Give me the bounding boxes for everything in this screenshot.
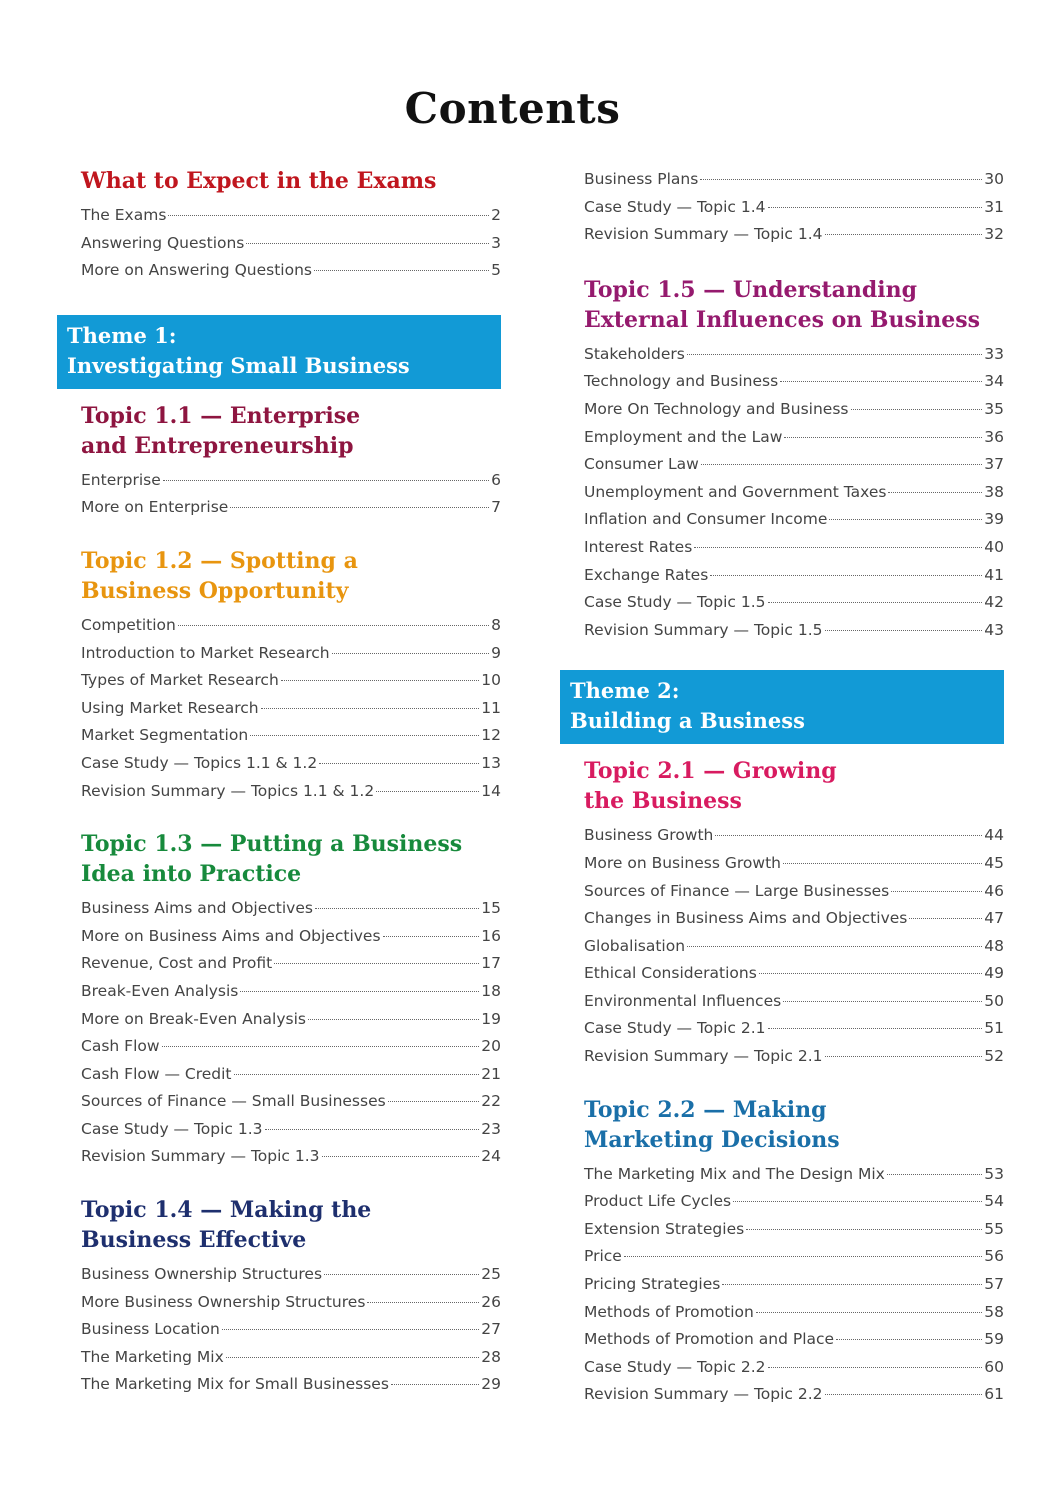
entry-title: Inflation and Consumer Income — [584, 510, 828, 529]
toc-entry[interactable] — [81, 1316, 501, 1344]
entry-page-number: 8 — [491, 615, 501, 634]
dot-leader — [314, 269, 489, 271]
entry-title: More On Technology and Business — [584, 399, 849, 418]
entry-page-number: 44 — [984, 826, 1004, 845]
entry-title: Price — [584, 1247, 622, 1266]
toc-entry[interactable] — [81, 750, 501, 778]
toc-entry[interactable] — [81, 895, 501, 923]
toc-entry[interactable] — [81, 612, 501, 640]
toc-entry[interactable] — [584, 368, 1004, 396]
entry-page-number: 35 — [984, 399, 1004, 418]
entry-title: Sources of Finance — Small Businesses — [81, 1092, 386, 1111]
toc-entry[interactable] — [584, 589, 1004, 617]
dot-leader — [759, 972, 982, 974]
dot-leader — [168, 214, 489, 216]
toc-entry[interactable] — [81, 1061, 501, 1089]
dot-leader — [722, 1283, 982, 1285]
dot-leader — [230, 506, 489, 508]
entry-page-number: 34 — [984, 372, 1004, 391]
section-topic-1-3 — [57, 829, 501, 1171]
section-heading: Topic 1.5 — Understanding External Influences on Business — [584, 276, 981, 333]
entry-page-number: 33 — [984, 344, 1004, 363]
toc-entry[interactable] — [584, 988, 1004, 1016]
toc-entry[interactable] — [584, 1015, 1004, 1043]
entry-page-number: 26 — [481, 1292, 501, 1311]
entry-title: Interest Rates — [584, 537, 693, 556]
toc-entry[interactable] — [584, 1299, 1004, 1327]
entry-title: More on Break-Even Analysis — [81, 1009, 306, 1028]
toc-entry[interactable] — [584, 822, 1004, 850]
toc-entry[interactable] — [81, 1006, 501, 1034]
section-heading: Topic 1.4 — Making the Business Effective — [81, 1197, 372, 1254]
entry-page-number: 54 — [984, 1192, 1004, 1211]
dot-leader — [234, 1073, 480, 1075]
toc-entry[interactable] — [584, 534, 1004, 562]
dot-leader — [700, 178, 982, 180]
entry-title: Pricing Strategies — [584, 1275, 721, 1294]
dot-leader — [825, 233, 983, 235]
entry-page-number: 38 — [984, 482, 1004, 501]
entry-title: The Exams — [81, 206, 167, 224]
entry-page-number: 13 — [481, 753, 501, 772]
entry-title: Case Study — Topic 2.1 — [584, 1019, 766, 1038]
dot-leader — [240, 990, 479, 992]
dot-leader — [261, 707, 480, 709]
entry-title: Answering Questions — [81, 233, 245, 252]
section-topic-1-4-continued — [560, 166, 1004, 249]
dot-leader — [308, 1018, 479, 1020]
entry-title: Business Growth — [584, 826, 714, 845]
entry-page-number: 42 — [984, 593, 1004, 612]
dot-leader — [265, 1128, 480, 1130]
toc-entry[interactable] — [584, 396, 1004, 424]
dot-leader — [694, 546, 982, 548]
dot-leader — [687, 353, 982, 355]
entry-title: More Business Ownership Structures — [81, 1292, 366, 1311]
entry-page-number: 15 — [481, 899, 501, 918]
entry-page-number: 16 — [481, 926, 501, 945]
entry-page-number: 9 — [491, 643, 501, 662]
entry-page-number: 25 — [481, 1265, 501, 1284]
dot-leader — [768, 601, 983, 603]
entry-title: More on Business Aims and Objectives — [81, 926, 381, 945]
toc-entry[interactable] — [584, 424, 1004, 452]
entry-page-number: 36 — [984, 427, 1004, 446]
section-topic-1-1 — [57, 401, 501, 522]
section-topic-2-2 — [560, 1095, 1004, 1409]
section-heading: What to Expect in the Exams — [81, 168, 437, 194]
dot-leader — [388, 1100, 480, 1102]
toc-entry[interactable] — [81, 1371, 501, 1399]
entry-page-number: 30 — [984, 170, 1004, 188]
section-topic-1-2 — [57, 546, 501, 805]
section-topic-1-4 — [57, 1195, 501, 1399]
dot-leader — [281, 679, 479, 681]
entry-title: Business Location — [81, 1320, 220, 1339]
dot-leader — [887, 1173, 982, 1175]
toc-entry[interactable] — [81, 230, 501, 258]
toc-entry[interactable] — [81, 923, 501, 951]
entry-title: Extension Strategies — [584, 1219, 745, 1238]
toc-entry[interactable] — [584, 617, 1004, 645]
contents-column-right — [560, 166, 1004, 1409]
entry-title: More on Enterprise — [81, 498, 229, 517]
entry-title: Ethical Considerations — [584, 964, 757, 983]
entry-page-number: 14 — [481, 781, 501, 800]
entry-title: Unemployment and Government Taxes — [584, 482, 887, 501]
entry-page-number: 41 — [984, 565, 1004, 584]
dot-leader — [780, 380, 982, 382]
entry-page-number: 56 — [984, 1247, 1004, 1266]
dot-leader — [715, 834, 982, 836]
theme-banner-2: Theme 2: Building a Business — [560, 670, 1004, 744]
entry-page-number: 50 — [984, 991, 1004, 1010]
entry-title: Cash Flow — [81, 1037, 160, 1056]
entry-title: Revision Summary — Topic 1.5 — [584, 620, 823, 639]
entry-title: Revision Summary — Topic 1.3 — [81, 1147, 320, 1166]
entry-title: The Marketing Mix and The Design Mix — [584, 1164, 885, 1183]
entry-title: Employment and the Law — [584, 427, 783, 446]
entry-title: Environmental Influences — [584, 991, 782, 1010]
toc-entry[interactable] — [584, 1354, 1004, 1382]
toc-entry[interactable] — [584, 479, 1004, 507]
entry-title: Case Study — Topic 1.5 — [584, 593, 766, 612]
entry-page-number: 61 — [984, 1385, 1004, 1404]
entry-title: Business Ownership Structures — [81, 1265, 323, 1284]
toc-entry[interactable] — [81, 202, 501, 230]
entry-title: Sources of Finance — Large Businesses — [584, 881, 890, 900]
entry-page-number: 10 — [481, 671, 501, 690]
dot-leader — [825, 1393, 983, 1395]
dot-leader — [367, 1301, 479, 1303]
entry-page-number: 53 — [984, 1164, 1004, 1183]
toc-entry[interactable] — [584, 1243, 1004, 1271]
dot-leader — [250, 734, 479, 736]
toc-entry[interactable] — [584, 905, 1004, 933]
toc-entry[interactable] — [81, 978, 501, 1006]
dot-leader — [756, 1311, 982, 1313]
contents-column-left — [57, 166, 501, 1399]
toc-entry[interactable] — [81, 640, 501, 668]
entry-title: Exchange Rates — [584, 565, 709, 584]
entry-page-number: 31 — [984, 197, 1004, 216]
toc-entry[interactable] — [81, 950, 501, 978]
entry-page-number: 52 — [984, 1047, 1004, 1066]
toc-entry[interactable] — [584, 194, 1004, 222]
dot-leader — [825, 1055, 983, 1057]
entry-title: Technology and Business — [584, 372, 779, 391]
entry-title: Methods of Promotion and Place — [584, 1330, 835, 1349]
entry-page-number: 23 — [481, 1119, 501, 1138]
entry-page-number: 21 — [481, 1064, 501, 1083]
entry-title: Changes in Business Aims and Objectives — [584, 909, 908, 928]
entry-page-number: 11 — [481, 698, 501, 717]
toc-entry[interactable] — [584, 1161, 1004, 1189]
entry-page-number: 46 — [984, 881, 1004, 900]
toc-entry[interactable] — [584, 562, 1004, 590]
section-heading: Topic 1.1 — Enterprise and Entrepreneurship — [81, 402, 361, 459]
toc-entry[interactable] — [81, 257, 501, 285]
entry-title: Enterprise — [81, 470, 161, 489]
toc-entry[interactable] — [81, 1344, 501, 1372]
entry-title: Revenue, Cost and Profit — [81, 954, 273, 973]
section-heading: Topic 2.2 — Making Marketing Decisions — [584, 1096, 840, 1153]
entry-title: Revision Summary — Topics 1.1 & 1.2 — [81, 781, 375, 800]
toc-entry[interactable] — [81, 695, 501, 723]
toc-entry[interactable] — [584, 451, 1004, 479]
dot-leader — [315, 907, 479, 909]
entry-page-number: 58 — [984, 1302, 1004, 1321]
dot-leader — [891, 890, 982, 892]
entry-page-number: 59 — [984, 1330, 1004, 1349]
dot-leader — [332, 652, 490, 654]
entry-page-number: 29 — [481, 1375, 501, 1394]
dot-leader — [324, 1273, 479, 1275]
dot-leader — [783, 862, 982, 864]
entry-title: Business Plans — [584, 170, 699, 188]
toc-entry[interactable] — [584, 850, 1004, 878]
entry-page-number: 45 — [984, 853, 1004, 872]
entry-title: Globalisation — [584, 936, 686, 955]
entry-title: Revision Summary — Topic 2.1 — [584, 1047, 823, 1066]
dot-leader — [222, 1328, 479, 1330]
entry-page-number: 24 — [481, 1147, 501, 1166]
entry-page-number: 18 — [481, 981, 501, 1000]
toc-entry[interactable] — [81, 722, 501, 750]
entry-page-number: 55 — [984, 1219, 1004, 1238]
dot-leader — [246, 242, 489, 244]
toc-entry[interactable] — [81, 1143, 501, 1171]
section-expect — [57, 166, 501, 285]
toc-entry[interactable] — [584, 878, 1004, 906]
toc-entry[interactable] — [584, 1381, 1004, 1409]
dot-leader — [733, 1200, 982, 1202]
dot-leader — [783, 1000, 982, 1002]
toc-entry[interactable] — [81, 1261, 501, 1289]
section-heading: Topic 2.1 — Growing the Business — [584, 758, 837, 815]
dot-leader — [746, 1228, 982, 1230]
entry-title: Methods of Promotion — [584, 1302, 754, 1321]
toc-entry[interactable] — [584, 1216, 1004, 1244]
toc-entry[interactable] — [584, 166, 1004, 194]
entry-title: Case Study — Topics 1.1 & 1.2 — [81, 753, 318, 772]
toc-entry[interactable] — [584, 1043, 1004, 1071]
entry-title: The Marketing Mix for Small Businesses — [81, 1375, 389, 1394]
dot-leader — [163, 479, 489, 481]
entry-page-number: 43 — [984, 620, 1004, 639]
section-topic-2-1 — [560, 756, 1004, 1070]
entry-page-number: 5 — [491, 261, 501, 280]
toc-entry[interactable] — [584, 933, 1004, 961]
toc-entry[interactable] — [81, 667, 501, 695]
dot-leader — [391, 1383, 479, 1385]
entry-page-number: 12 — [481, 726, 501, 745]
toc-entry[interactable] — [584, 1188, 1004, 1216]
toc-entry[interactable] — [81, 1289, 501, 1317]
toc-entry[interactable] — [584, 1271, 1004, 1299]
toc-entry[interactable] — [81, 494, 501, 522]
toc-entry[interactable] — [81, 1033, 501, 1061]
entry-page-number: 17 — [481, 954, 501, 973]
entry-title: Revision Summary — Topic 1.4 — [584, 225, 823, 244]
dot-leader — [888, 491, 982, 493]
dot-leader — [162, 1045, 480, 1047]
dot-leader — [710, 574, 982, 576]
dot-leader — [383, 935, 480, 937]
dot-leader — [226, 1356, 479, 1358]
toc-entry[interactable] — [584, 221, 1004, 249]
toc-entry[interactable] — [584, 341, 1004, 369]
dot-leader — [851, 408, 983, 410]
entry-title: Competition — [81, 615, 176, 634]
toc-entry[interactable] — [81, 1116, 501, 1144]
entry-page-number: 47 — [984, 909, 1004, 928]
entry-title: Revision Summary — Topic 2.2 — [584, 1385, 823, 1404]
entry-page-number: 7 — [491, 498, 501, 517]
entry-page-number: 49 — [984, 964, 1004, 983]
entry-page-number: 27 — [481, 1320, 501, 1339]
entry-title: Product Life Cycles — [584, 1192, 732, 1211]
dot-leader — [322, 1155, 480, 1157]
section-heading: Topic 1.2 — Spotting a Business Opportunity — [81, 547, 358, 604]
dot-leader — [768, 1027, 983, 1029]
entry-title: Case Study — Topic 1.3 — [81, 1119, 263, 1138]
entry-page-number: 32 — [984, 225, 1004, 244]
dot-leader — [624, 1255, 982, 1257]
dot-leader — [836, 1338, 982, 1340]
entry-page-number: 3 — [491, 233, 501, 252]
dot-leader — [909, 917, 982, 919]
toc-entry[interactable] — [81, 467, 501, 495]
entry-title: Case Study — Topic 2.2 — [584, 1357, 766, 1376]
toc-entry[interactable] — [81, 1088, 501, 1116]
dot-leader — [376, 790, 479, 792]
entry-page-number: 37 — [984, 455, 1004, 474]
section-topic-1-5 — [560, 275, 1004, 645]
dot-leader — [829, 518, 982, 520]
dot-leader — [319, 762, 479, 764]
entry-page-number: 28 — [481, 1347, 501, 1366]
entry-page-number: 48 — [984, 936, 1004, 955]
entry-title: Business Aims and Objectives — [81, 899, 313, 918]
theme-banner-1: Theme 1: Investigating Small Business — [57, 315, 501, 389]
entry-title: Introduction to Market Research — [81, 643, 330, 662]
entry-page-number: 39 — [984, 510, 1004, 529]
dot-leader — [768, 206, 983, 208]
toc-entry[interactable] — [584, 506, 1004, 534]
entry-page-number: 40 — [984, 537, 1004, 556]
entry-page-number: 22 — [481, 1092, 501, 1111]
entry-title: Break-Even Analysis — [81, 981, 239, 1000]
dot-leader — [768, 1366, 983, 1368]
entry-title: Case Study — Topic 1.4 — [584, 197, 766, 216]
toc-entry[interactable] — [584, 1326, 1004, 1354]
toc-entry[interactable] — [81, 778, 501, 806]
dot-leader — [784, 436, 982, 438]
dot-leader — [178, 624, 489, 626]
entry-page-number: 19 — [481, 1009, 501, 1028]
entry-title: Cash Flow — Credit — [81, 1064, 232, 1083]
entry-title: More on Answering Questions — [81, 261, 312, 280]
entry-title: Market Segmentation — [81, 726, 249, 745]
entry-page-number: 6 — [491, 470, 501, 489]
section-heading: Topic 1.3 — Putting a Business Idea into Practice — [81, 831, 463, 888]
entry-title: Types of Market Research — [81, 671, 279, 690]
entry-page-number: 60 — [984, 1357, 1004, 1376]
entry-title: The Marketing Mix — [81, 1347, 224, 1366]
dot-leader — [274, 962, 479, 964]
entry-title: Using Market Research — [81, 698, 259, 717]
dot-leader — [687, 945, 982, 947]
dot-leader — [701, 463, 982, 465]
entry-page-number: 20 — [481, 1037, 501, 1056]
entry-page-number: 2 — [491, 206, 501, 224]
entry-page-number: 51 — [984, 1019, 1004, 1038]
entry-title: Consumer Law — [584, 455, 699, 474]
page-title: Contents — [404, 84, 621, 133]
dot-leader — [825, 629, 983, 631]
entry-page-number: 57 — [984, 1275, 1004, 1294]
entry-title: Stakeholders — [584, 344, 685, 363]
entry-title: More on Business Growth — [584, 853, 781, 872]
toc-entry[interactable] — [584, 960, 1004, 988]
